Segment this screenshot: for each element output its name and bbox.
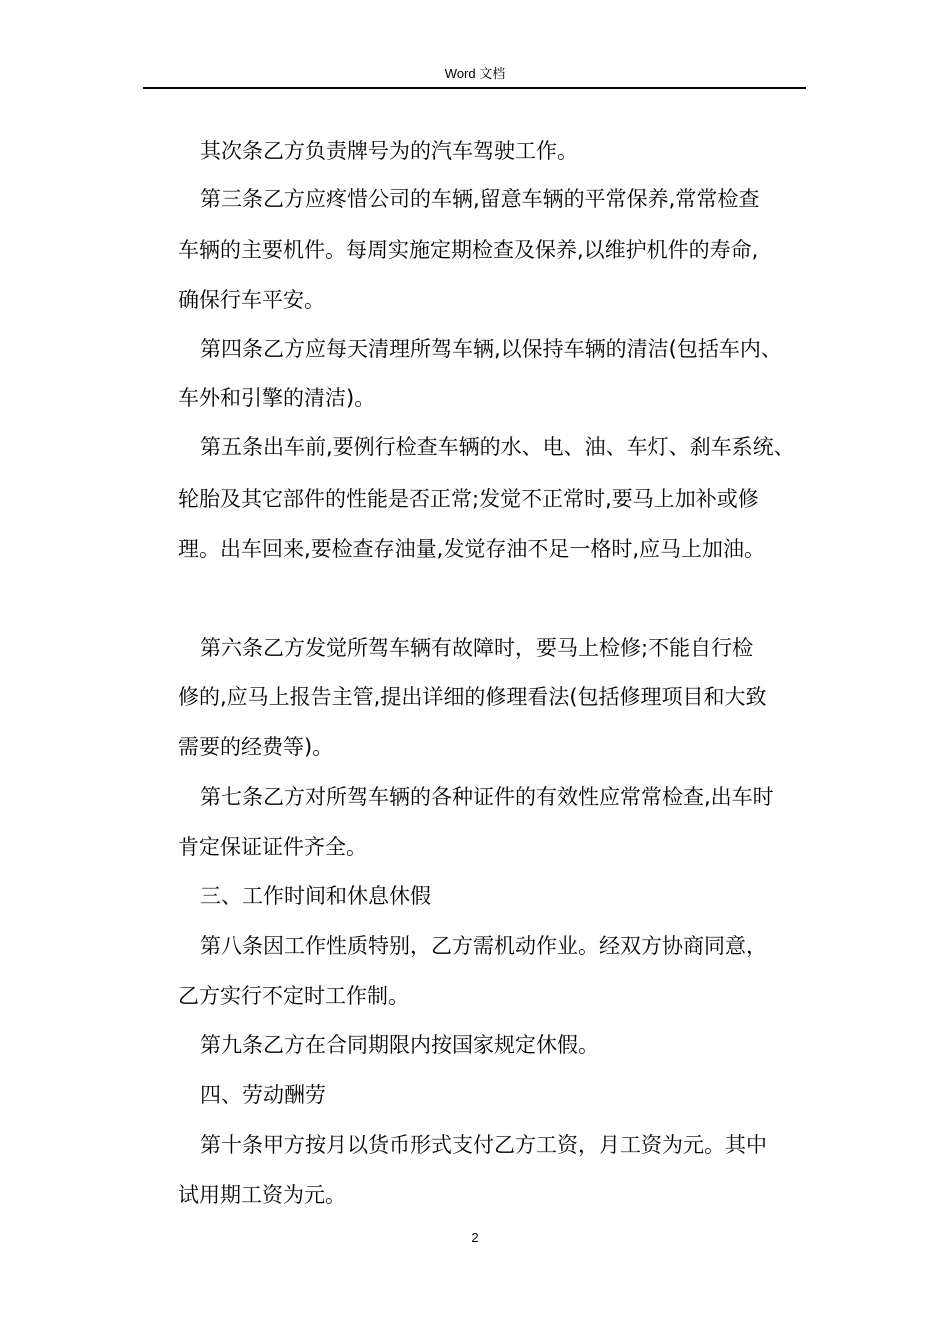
page-header-title: Word 文档: [444, 66, 506, 81]
paragraph-line: 确保行车平安。: [178, 288, 325, 312]
paragraph-line: 车外和引擎的清洁)。: [178, 386, 376, 410]
paragraph-line: 轮胎及其它部件的性能是否正常;发觉不正常时,要马上加补或修: [178, 487, 759, 511]
paragraph-line: 第十条甲方按月以货币形式支付乙方工资，月工资为元。其中: [200, 1133, 767, 1157]
paragraph-line: 车辆的主要机件。每周实施定期检查及保养,以维护机件的寿命,: [178, 238, 759, 262]
page-number: 2: [471, 1230, 479, 1245]
paragraph-line: 需要的经费等)。: [178, 735, 334, 759]
paragraph-line: 试用期工资为元。: [178, 1183, 346, 1207]
paragraph-line: 其次条乙方负责牌号为的汽车驾驶工作。: [200, 139, 578, 163]
paragraph-line: 第五条出车前,要例行检查车辆的水、电、油、车灯、刹车系统、: [200, 435, 795, 459]
paragraph-line: 第八条因工作性质特别，乙方需机动作业。经双方协商同意，: [200, 934, 767, 958]
paragraph-line: 第三条乙方应疼惜公司的车辆,留意车辆的平常保养,常常检查: [200, 187, 760, 211]
paragraph-line: 理。出车回来,要检查存油量,发觉存油不足一格时,应马上加油。: [178, 537, 766, 561]
paragraph-line: 第六条乙方发觉所驾车辆有故障时，要马上检修;不能自行检: [200, 636, 754, 660]
paragraph-line: 第七条乙方对所驾车辆的各种证件的有效性应常常检查,出车时: [200, 785, 774, 809]
section-heading: 三、工作时间和休息休假: [200, 884, 431, 908]
section-heading: 四、劳动酬劳: [200, 1083, 326, 1107]
header-divider: [143, 87, 806, 89]
paragraph-line: 修的,应马上报告主管,提出详细的修理看法(包括修理项目和大致: [178, 685, 767, 709]
paragraph-line: 乙方实行不定时工作制。: [178, 984, 409, 1008]
paragraph-line: 第四条乙方应每天清理所驾车辆,以保持车辆的清洁(包括车内、: [200, 337, 782, 361]
paragraph-line: 肯定保证证件齐全。: [178, 835, 367, 859]
paragraph-line: 第九条乙方在合同期限内按国家规定休假。: [200, 1033, 599, 1057]
